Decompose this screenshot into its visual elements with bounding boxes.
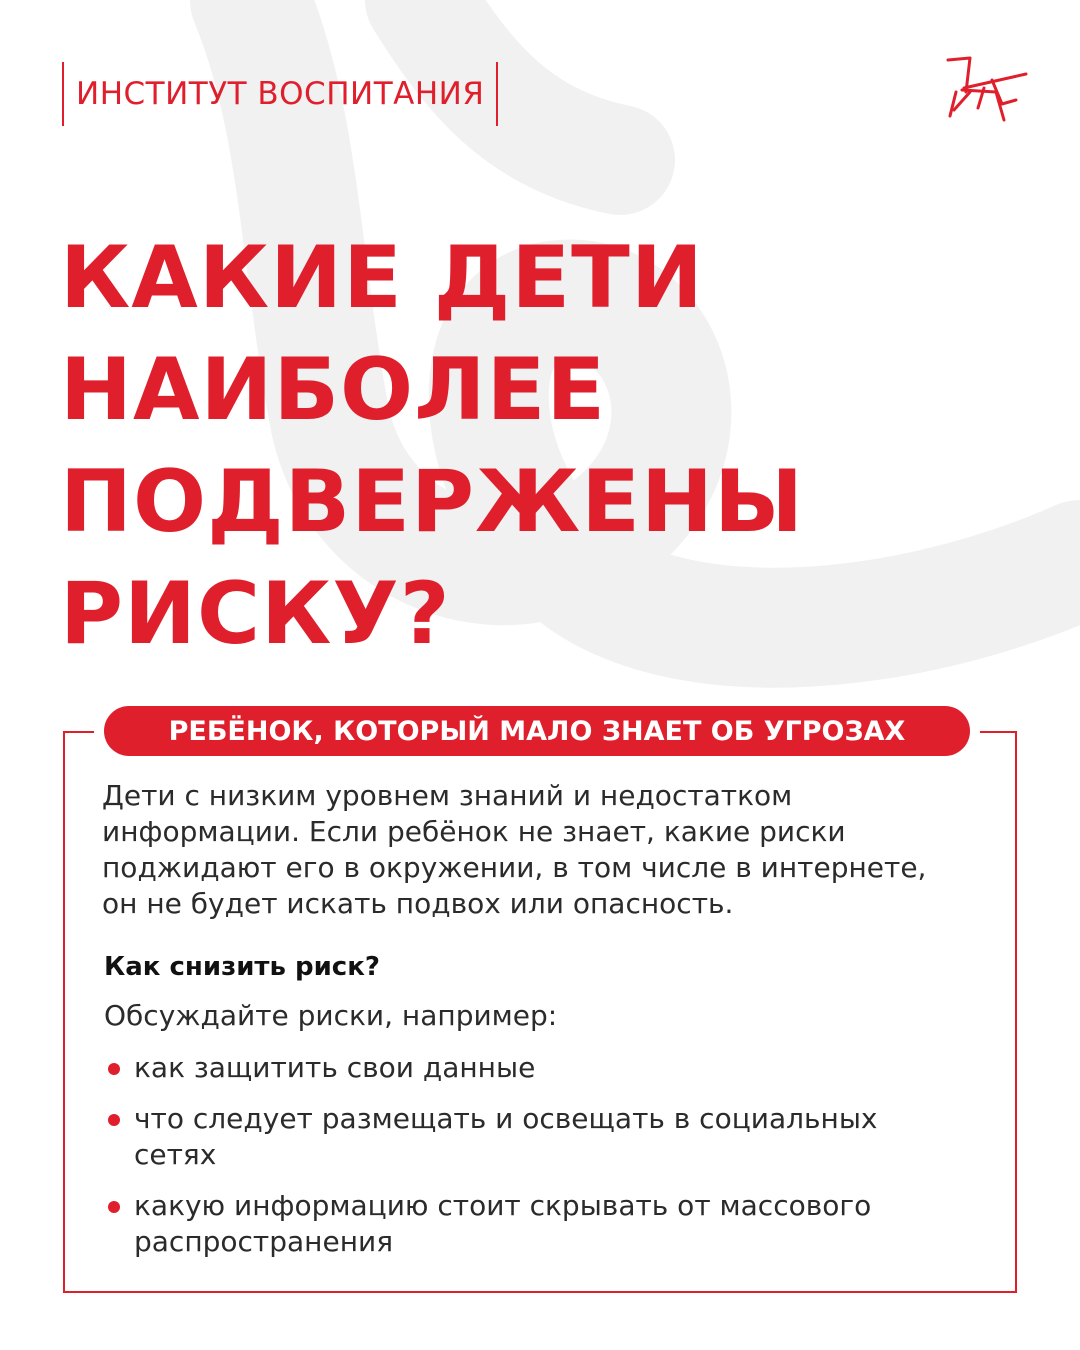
card-paragraph — [102, 778, 982, 922]
bullet-line: сетях — [134, 1138, 217, 1171]
org-header — [62, 62, 498, 126]
title-line: РИСКУ? — [60, 564, 451, 664]
bullet-dot-icon — [108, 1114, 120, 1126]
list-item — [104, 1101, 984, 1173]
title-line: ПОДВЕРЖЕНЫ — [60, 452, 805, 552]
card-intro: Обсуждайте риски, например: — [104, 999, 558, 1032]
paragraph-line: он не будет искать подвох или опасность. — [102, 887, 734, 920]
card-heading: РЕБЁНОК, КОТОРЫЙ МАЛО ЗНАЕТ ОБ УГРОЗАХ — [104, 706, 970, 756]
chair-icon — [944, 52, 1028, 124]
bullet-dot-icon — [108, 1063, 120, 1075]
page-title — [60, 222, 1040, 670]
title-line: КАКИЕ ДЕТИ — [60, 228, 704, 328]
bullet-line: как защитить свои данные — [134, 1051, 536, 1084]
org-name: ИНСТИТУТ ВОСПИТАНИЯ — [76, 76, 485, 112]
bullet-dot-icon — [108, 1201, 120, 1213]
paragraph-line: информации. Если ребёнок не знает, какие риски — [102, 815, 846, 848]
list-item — [104, 1188, 984, 1260]
list-item — [104, 1050, 984, 1086]
bullet-line: распространения — [134, 1225, 394, 1258]
card-subheading: Как снизить риск? — [104, 952, 380, 982]
bullet-list — [104, 1050, 984, 1275]
title-line: НАИБОЛЕЕ — [60, 340, 607, 440]
paragraph-line: Дети с низким уровнем знаний и недостатком — [102, 779, 793, 812]
bullet-line: какую информацию стоит скрывать от массового — [134, 1189, 872, 1222]
paragraph-line: поджидают его в окружении, в том числе в интернете, — [102, 851, 927, 884]
bullet-line: что следует размещать и освещать в социальных — [134, 1102, 878, 1135]
